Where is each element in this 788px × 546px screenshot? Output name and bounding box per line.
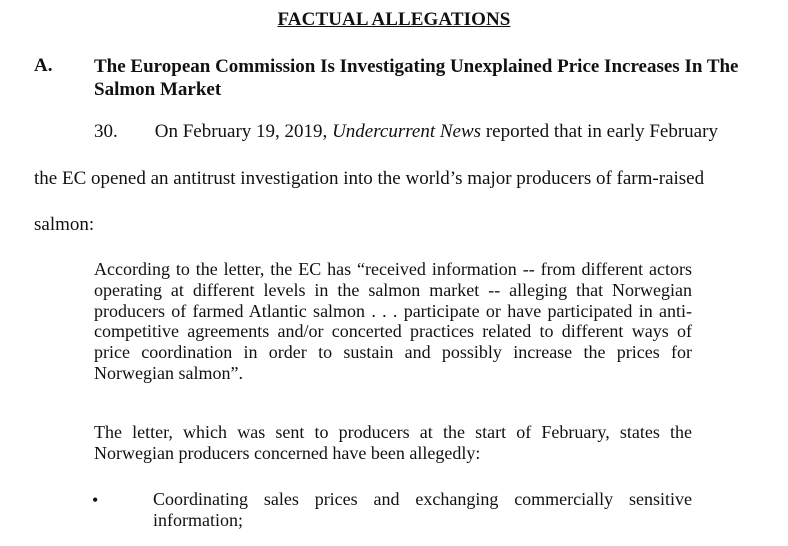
- paragraph-line-3: salmon:: [34, 214, 95, 235]
- paragraph-line-1: [94, 121, 718, 143]
- section-letter: A.: [34, 55, 53, 76]
- section-title: The European Commission Is Investigating Unexplained Price Increases In The Salmon Market: [94, 56, 739, 100]
- bullet-text: Coordinating sales prices and exchanging commercially sensitive information;: [153, 489, 692, 530]
- paragraph-text: On February 19, 2019,: [154, 121, 333, 142]
- paragraph-text: reported that in early February: [481, 121, 718, 142]
- block-quote: According to the letter, the EC has “received information -- from different actors operating at different levels in the salmon market -- alleging that Norwegian producers of farmed Atlantic salmon . . . participate or have participated in anti-competitive agreements and/or concerted practices related to different ways of price coordination in order to sustain and possibly increase the prices for Norwegian salmon”.: [94, 259, 692, 383]
- paragraph-number: 30.: [94, 121, 118, 142]
- block-quote-intro: The letter, which was sent to producers at the start of February, states the Norwegian producers concerned have been allegedly:: [94, 422, 692, 463]
- paragraph-line-2: the EC opened an antitrust investigation into the world’s major producers of farm-raised: [34, 168, 705, 189]
- page-heading: FACTUAL ALLEGATIONS: [277, 9, 511, 30]
- bullet-point: •: [92, 490, 99, 510]
- publication-name: Undercurrent News: [332, 121, 482, 142]
